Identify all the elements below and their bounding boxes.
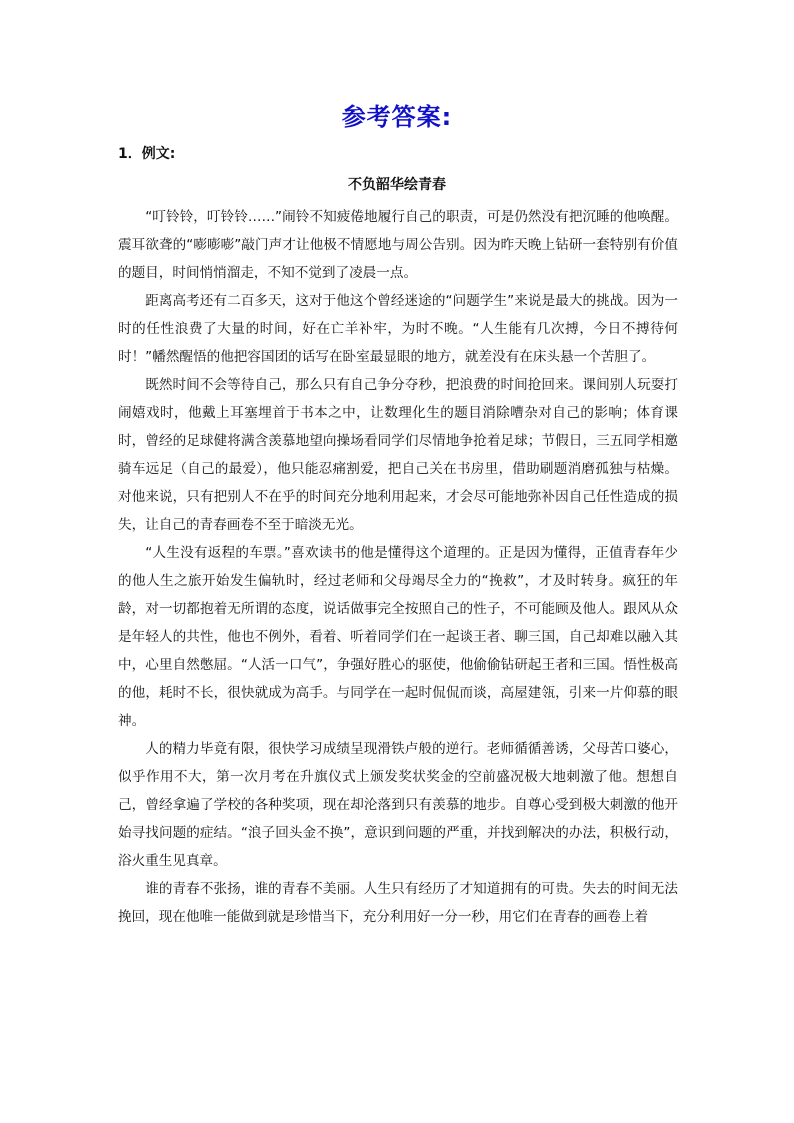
essay-paragraph: 人的精力毕竟有限，很快学习成绩呈现滑铁卢般的逆行。老师循循善诱，父母苦口婆心，似乎作用不大，第一次月考在升旗仪式上颁发奖状奖金的空前盛况极大地刺激了他。想想自己，曾经拿遍了学校的各种奖项，现在却沦落到只有羡慕的地步。自尊心受到极大刺激的他开始寻找问题的症结。“浪子回头金不换”，意识到问题的严重，并找到解决的办法，积极行动，浴火重生见真章。	[118, 741, 678, 869]
essay-paragraph: 既然时间不会等待自己，那么只有自己争分夺秒，把浪费的时间抢回来。课间别人玩耍打闹嬉戏时，他戴上耳塞埋首于书本之中，让数理化生的题目消除嘈杂对自己的影响；体育课时，曾经的足球健将满含羡慕地望向操场看同学们尽情地争抢着足球；节假日，三五同学相邀骑车远足（自己的最爱），他只能忍痛割爱，把自己关在书房里，借助刷题消磨孤独与枯燥。对他来说，只有把别人不在乎的时间充分地利用起来，才会尽可能地弥补因自己任性造成的损失，让自己的青春画卷不至于暗淡无光。	[118, 377, 678, 533]
essay-paragraph: “人生没有返程的车票。”喜欢读书的他是懂得这个道理的。正是因为懂得，正值青春年少的他人生之旅开始发生偏轨时，经过老师和父母竭尽全力的“挽救”，才及时转身。疯狂的年龄，对一切都抱着无所谓的态度，说话做事完全按照自己的性子，不可能顾及他人。跟风从众是年轻人的共性，他也不例外，看着、听着同学们在一起谈王者、聊三国，自己却难以融入其中，心里自然憋屈。“人活一口气”，争强好胜心的驱使，他偷偷钻研起王者和三国。悟性极高的他，耗时不长，很快就成为高手。与同学在一起时侃侃而谈，高屋建瓴，引来一片仰慕的眼神。	[118, 545, 678, 729]
question-number-label: 1．例文:	[118, 146, 176, 162]
essay-paragraph: 谁的青春不张扬，谁的青春不美丽。人生只有经历了才知道拥有的可贵。失去的时间无法挽回，现在他唯一能做到就是珍惜当下，充分利用好一分一秒，用它们在青春的画卷上着	[118, 881, 678, 925]
essay-paragraph: 距离高考还有二百多天，这对于他这个曾经迷途的“问题学生”来说是最大的挑战。因为一时的任性浪费了大量的时间，好在亡羊补牢，为时不晚。“人生能有几次搏，今日不搏待何时！”幡然醒悟的他把容国团的话写在卧室最显眼的地方，就差没有在床头悬一个苦胆了。	[118, 293, 678, 365]
essay-title: 不负韶华绘青春	[348, 177, 446, 193]
essay-paragraph: “叮铃铃，叮铃铃……”闹铃不知疲倦地履行自己的职责，可是仍然没有把沉睡的他唤醒。震耳欲聋的“嘭嘭嘭”敲门声才让他极不情愿地与周公告别。因为昨天晚上钻研一套特别有价值的题目，时间悄悄溜走，不知不觉到了凌晨一点。	[118, 209, 678, 281]
essay-body	[118, 203, 678, 931]
answer-heading: 参考答案:	[341, 103, 453, 131]
